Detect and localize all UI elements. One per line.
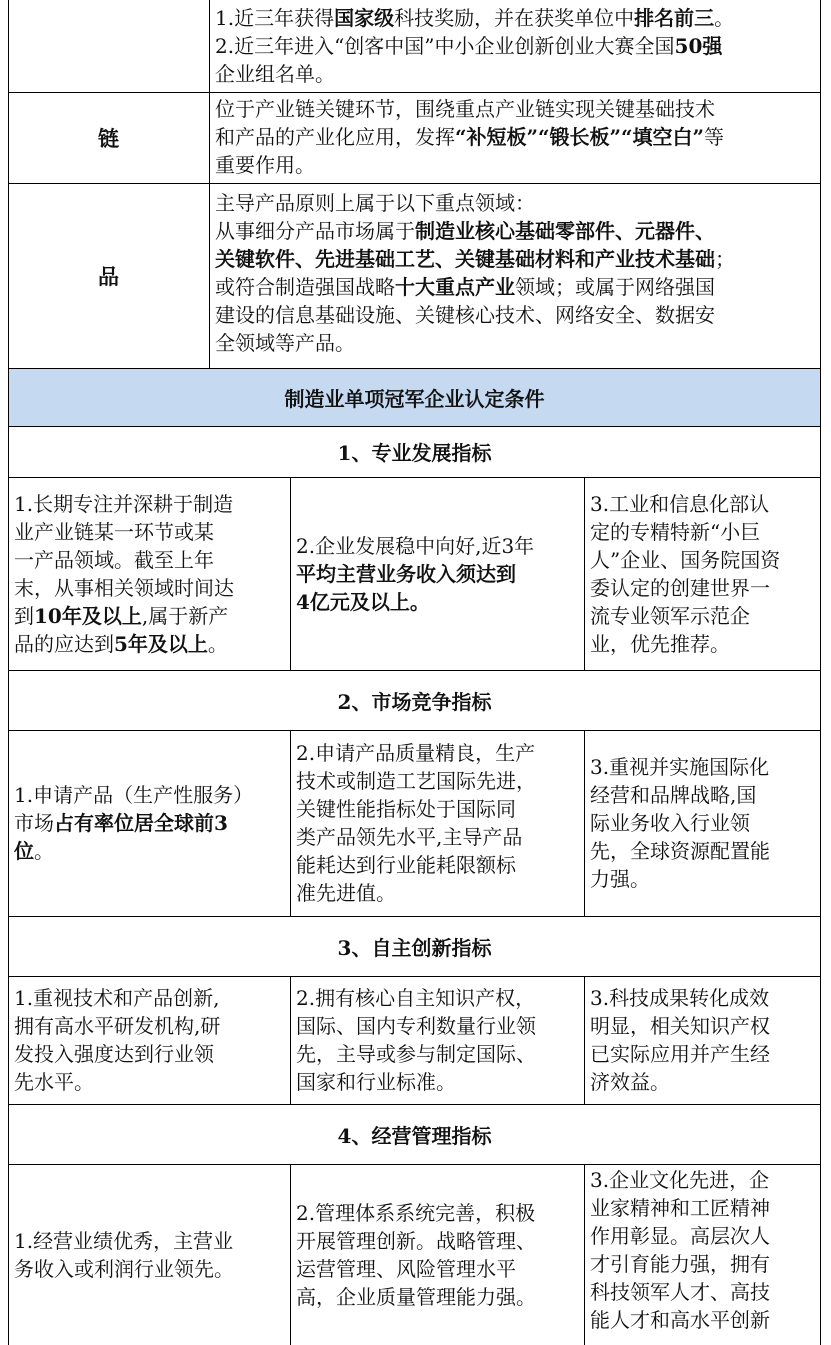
- text-line: [296, 1068, 536, 1096]
- bold-text: 关键软件、先进基础工艺、关键基础材料和产业技术基础: [215, 247, 715, 271]
- text-line: [215, 329, 815, 357]
- text-run: 一产品领域。截至上年: [14, 547, 214, 572]
- section-4-cell-1: [8, 1164, 290, 1345]
- bold-text: 平均主营业务收入须达到: [296, 561, 516, 586]
- text-line: [296, 560, 534, 588]
- bold-text: 10年及以上: [34, 603, 142, 628]
- text-line: [215, 95, 815, 123]
- text-run: 业，优先推荐。: [590, 631, 730, 656]
- text-line: [296, 588, 534, 616]
- section-1-cell-3: [584, 477, 821, 670]
- text-line: [590, 1278, 770, 1306]
- text-line: [14, 630, 234, 658]
- text-line: [215, 245, 815, 273]
- text-line: [590, 781, 770, 809]
- text-line: [590, 865, 770, 893]
- section-title-1: 1、专业发展指标: [337, 441, 492, 465]
- text-line: [590, 1040, 770, 1068]
- text-run: 类产品领先水平,主导产品: [296, 825, 523, 849]
- text-run: 领域；或属于网络强国: [515, 275, 715, 299]
- hline: [8, 183, 821, 184]
- text-run: 先，主导或参与制定国际、: [296, 1042, 536, 1066]
- text-line: [590, 837, 770, 865]
- section-title-3: 3、自主创新指标: [337, 935, 492, 960]
- top-row-product: [8, 183, 821, 368]
- text-run: 从事细分产品市场属于: [215, 219, 415, 243]
- text-run: 国家和行业标准。: [296, 1070, 456, 1094]
- text-run: 发投入强度达到行业领: [14, 1042, 214, 1066]
- text-line: [215, 123, 815, 151]
- banner-title: 制造业单项冠军企业认定条件: [8, 368, 821, 426]
- row-label: [8, 0, 209, 92]
- text-line: [14, 602, 234, 630]
- text-line: [590, 602, 780, 630]
- vline: [290, 1164, 291, 1345]
- text-run: 已实际应用并产生经: [590, 1042, 770, 1066]
- text-line: [215, 151, 815, 179]
- text-run: 位于产业链关键环节，围绕重点产业链实现关键基础技术: [215, 97, 715, 121]
- section-4-cell-3: [584, 1164, 821, 1345]
- text-line: [590, 1166, 770, 1194]
- text-line: [296, 532, 534, 560]
- vline: [584, 477, 585, 670]
- row-content: [209, 4, 821, 88]
- text-line: [296, 823, 536, 851]
- hline: [8, 730, 821, 731]
- text-line: [590, 753, 770, 781]
- text-line: [14, 1227, 234, 1255]
- text-run: 际业务收入行业领: [590, 811, 750, 835]
- text-run: 。: [714, 6, 735, 30]
- border-left: [8, 0, 9, 1345]
- text-run: ；: [715, 247, 735, 271]
- vline: [584, 730, 585, 916]
- text-line: [215, 60, 815, 88]
- text-run: 国际、国内专利数量行业领: [296, 1014, 536, 1038]
- section-4-cell-2: [290, 1164, 584, 1345]
- text-run: 委认定的创建世界一: [590, 575, 770, 600]
- text-line: [14, 809, 253, 837]
- text-run: 流专业领军示范企: [590, 603, 750, 628]
- text-line: [14, 1068, 220, 1096]
- text-run: 主导产品原则上属于以下重点领域：: [215, 191, 535, 215]
- text-line: [215, 217, 815, 245]
- text-line: [590, 984, 770, 1012]
- text-run: 市场: [14, 811, 54, 835]
- text-run: 高，企业质量管理能力强。: [296, 1284, 536, 1309]
- text-run: 务收入或利润行业领先。: [14, 1256, 234, 1281]
- text-run: 准先进值。: [296, 881, 396, 905]
- text-line: [14, 546, 234, 574]
- hline: [8, 477, 821, 478]
- vline: [290, 730, 291, 916]
- text-run: 3.工业和信息化部认: [590, 491, 770, 516]
- text-line: [590, 546, 780, 574]
- text-line: [14, 837, 253, 865]
- text-line: [590, 490, 780, 518]
- text-run: 业家精神和工匠精神: [590, 1196, 770, 1220]
- text-line: [14, 781, 253, 809]
- text-run: 经营和品牌战略,国: [590, 783, 757, 807]
- section-3-cell-3: [584, 976, 821, 1104]
- text-run: 开展管理创新。战略管理、: [296, 1228, 536, 1253]
- bold-text: 十大重点产业: [395, 275, 515, 299]
- text-run: 到: [14, 603, 34, 628]
- text-line: [296, 1199, 536, 1227]
- section-1-cell-2: [290, 477, 584, 670]
- section-2-cell-1: [8, 730, 290, 916]
- section-3-cell-1: [8, 976, 290, 1104]
- vline: [290, 976, 291, 1104]
- text-run: 技术或制造工艺国际先进，: [296, 769, 536, 793]
- text-line: [590, 1306, 770, 1334]
- text-run: 全领域等产品。: [215, 331, 355, 355]
- text-line: [590, 518, 780, 546]
- text-run: 和产品的产业化应用，发挥: [215, 125, 455, 149]
- text-line: [296, 851, 536, 879]
- hline: [8, 92, 821, 93]
- text-run: 能人才和高水平创新: [590, 1308, 770, 1332]
- text-line: [14, 574, 234, 602]
- text-line: [296, 795, 536, 823]
- bold-text: 排名前三: [634, 6, 715, 30]
- text-run: 或符合制造强国战略: [215, 275, 395, 299]
- text-run: 重要作用。: [215, 153, 315, 177]
- text-run: 力强。: [590, 867, 650, 891]
- vline: [584, 1164, 585, 1345]
- text-run: 1.长期专注并深耕于制造: [14, 491, 234, 516]
- top-row-chain: [8, 92, 821, 183]
- text-line: [296, 984, 536, 1012]
- hline: [8, 976, 821, 977]
- text-line: [296, 767, 536, 795]
- hline: [8, 916, 821, 917]
- vline: [584, 976, 585, 1104]
- hline: [8, 368, 821, 369]
- section-2-cell-2: [290, 730, 584, 916]
- text-line: [296, 1283, 536, 1311]
- text-run: ,属于新产: [141, 603, 229, 628]
- text-line: [590, 1250, 770, 1278]
- text-line: [215, 273, 815, 301]
- text-run: 末，从事相关领域时间达: [14, 575, 234, 600]
- text-line: [590, 574, 780, 602]
- text-line: [14, 1255, 234, 1283]
- text-run: 明显，相关知识产权: [590, 1014, 770, 1038]
- text-run: 2.企业发展稳中向好,近3年: [296, 533, 535, 558]
- bold-text: 4亿元及以上。: [296, 589, 430, 614]
- text-line: [215, 301, 815, 329]
- text-line: [296, 1227, 536, 1255]
- text-line: [296, 879, 536, 907]
- chain-content: [209, 95, 821, 179]
- text-run: 3.企业文化先进，企: [590, 1168, 770, 1192]
- text-run: 业产业链某一环节或某: [14, 519, 214, 544]
- section-title-4: 4、经营管理指标: [337, 1123, 492, 1148]
- bold-text: 50强: [674, 34, 723, 58]
- text-line: [296, 1040, 536, 1068]
- bold-text: 占有率位居全球前3: [54, 811, 228, 835]
- bold-text: “补短板”“锻长板”“填空白”: [455, 125, 705, 149]
- hline: [8, 1104, 821, 1105]
- text-line: [296, 1255, 536, 1283]
- text-run: 能耗达到行业能耗限额标: [296, 853, 516, 877]
- text-run: 先，全球资源配置能: [590, 839, 770, 863]
- text-line: [14, 1012, 220, 1040]
- text-run: 科技奖励，并在获奖单位中: [394, 6, 635, 30]
- text-run: 1.申请产品（生产性服务）: [14, 783, 254, 807]
- vline: [290, 477, 291, 670]
- bold-text: 5年及以上: [114, 631, 208, 656]
- text-run: 企业组名单。: [215, 62, 335, 86]
- text-run: 2.拥有核心自主知识产权，: [296, 986, 536, 1010]
- text-run: 作用彰显。高层次人: [590, 1224, 770, 1248]
- product-content: [209, 189, 821, 357]
- text-line: [14, 1040, 220, 1068]
- text-run: 运营管理、风险管理水平: [296, 1256, 516, 1281]
- text-line: [590, 1012, 770, 1040]
- criteria-document: [8, 0, 821, 1345]
- text-line: [215, 4, 815, 32]
- text-line: [14, 984, 220, 1012]
- text-line: [215, 189, 815, 217]
- text-run: 1.重视技术和产品创新,: [14, 986, 220, 1010]
- border-right: [820, 0, 821, 1345]
- text-run: 3.重视并实施国际化: [590, 755, 770, 779]
- text-run: 关键性能指标处于国际同: [296, 797, 516, 821]
- text-line: [590, 1194, 770, 1222]
- text-run: 人”企业、国务院国资: [590, 547, 781, 572]
- text-run: 才引育能力强，拥有: [590, 1252, 770, 1276]
- text-run: 先水平。: [14, 1070, 94, 1094]
- text-line: [296, 1012, 536, 1040]
- text-line: [590, 809, 770, 837]
- text-run: 。: [34, 839, 54, 863]
- text-run: 济效益。: [590, 1070, 670, 1094]
- text-run: 科技领军人才、高技: [590, 1280, 770, 1304]
- text-line: [14, 518, 234, 546]
- section-title-2: 2、市场竞争指标: [337, 689, 492, 714]
- text-run: 2.近三年进入“创客中国”中小企业创新创业大赛全国: [215, 34, 675, 58]
- text-run: 。: [207, 631, 228, 656]
- text-line: [590, 1222, 770, 1250]
- hline: [8, 426, 821, 427]
- section-2-cell-3: [584, 730, 821, 916]
- text-line: [296, 739, 536, 767]
- text-run: 品的应达到: [14, 631, 114, 656]
- bold-text: 制造业核心基础零部件、元器件、: [415, 219, 715, 243]
- hline: [8, 670, 821, 671]
- section-3-cell-2: [290, 976, 584, 1104]
- text-run: 定的专精特新“小巨: [590, 519, 761, 544]
- text-run: 等: [704, 125, 725, 149]
- bold-text: 位: [14, 839, 34, 863]
- text-run: 1.经营业绩优秀，主营业: [14, 1228, 234, 1253]
- top-row-award: [8, 0, 821, 92]
- text-line: [215, 32, 815, 60]
- text-run: 1.近三年获得: [215, 6, 335, 30]
- text-run: 3.科技成果转化成效: [590, 986, 770, 1010]
- chain-label: 链: [98, 125, 119, 151]
- text-line: [590, 630, 780, 658]
- hline: [8, 1164, 821, 1165]
- text-run: 拥有高水平研发机构,研: [14, 1014, 221, 1038]
- top-divider: [209, 0, 210, 368]
- bold-text: 国家级: [334, 6, 395, 30]
- text-line: [590, 1068, 770, 1096]
- section-1-cell-1: [8, 477, 290, 670]
- text-run: 建设的信息基础设施、关键核心技术、网络安全、数据安: [215, 303, 715, 327]
- text-run: 2.管理体系系统完善，积极: [296, 1200, 536, 1225]
- product-label: 品: [98, 263, 119, 289]
- text-run: 2.申请产品质量精良，生产: [296, 741, 536, 765]
- text-line: [14, 490, 234, 518]
